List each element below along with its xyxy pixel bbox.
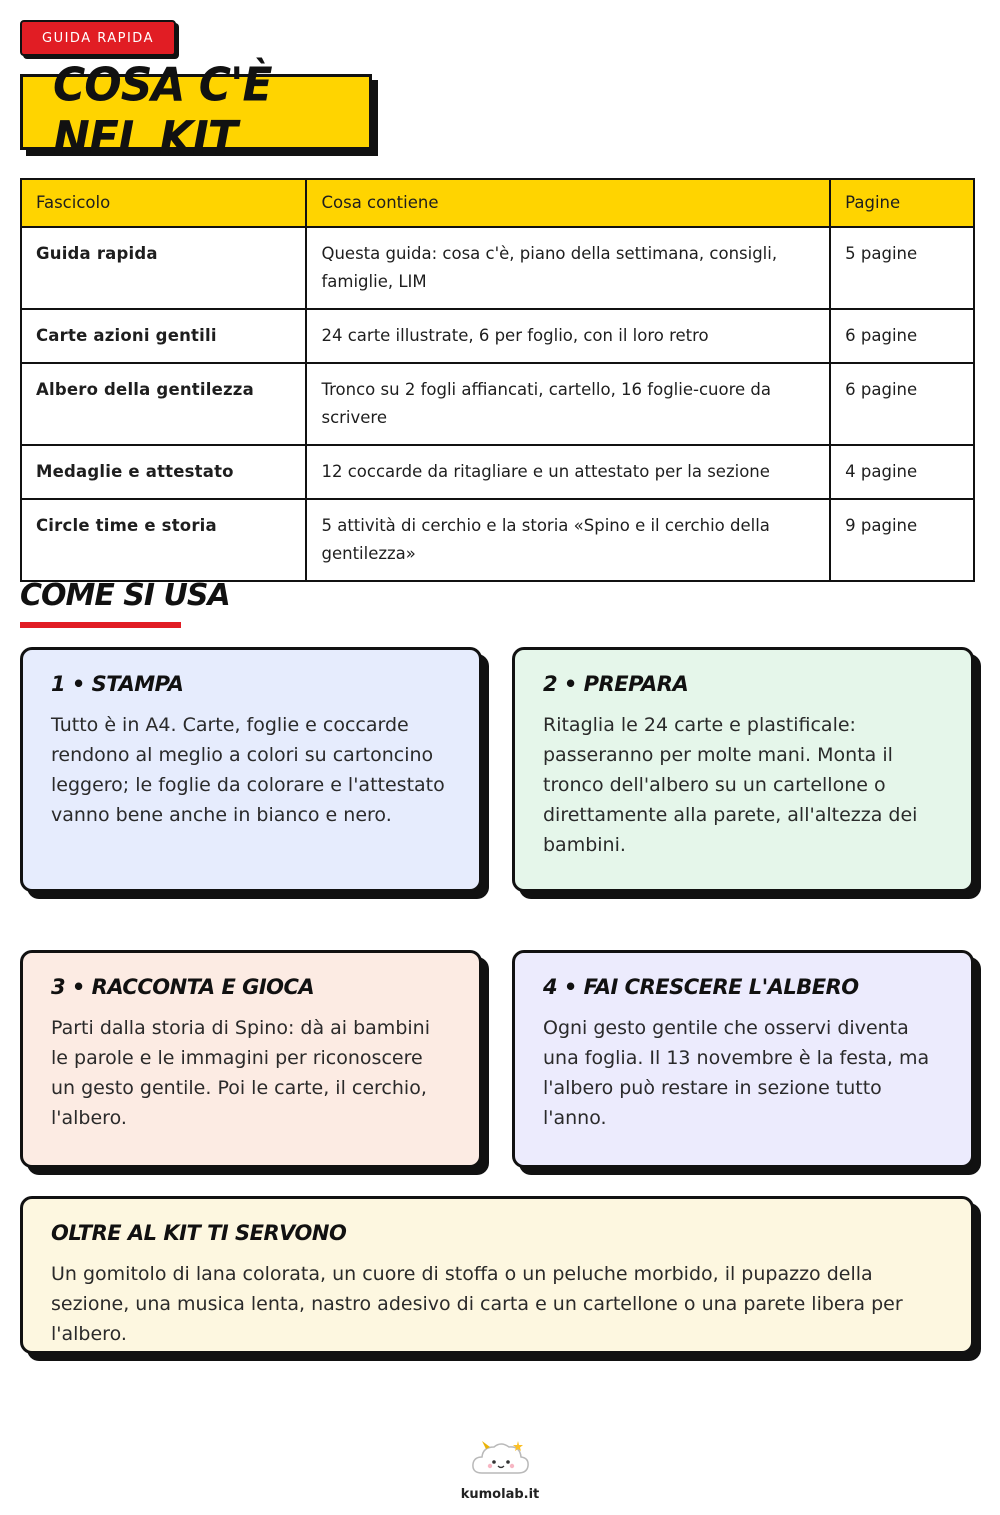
table-row — [21, 309, 974, 363]
card-title: OLTRE AL KIT TI SERVONO — [51, 1221, 347, 1245]
card-prepara — [512, 647, 974, 892]
site-name: kumolab.it — [460, 1487, 540, 1502]
row-content: 24 carte illustrate, 6 per foglio, con il loro retro — [306, 309, 830, 363]
row-name: Circle time e storia — [21, 499, 306, 581]
card-racconta — [20, 950, 482, 1168]
card-albero — [512, 950, 974, 1168]
row-content: Questa guida: cosa c'è, piano della settimana, consigli, famiglie, LIM — [306, 227, 830, 309]
cloud-mascot-icon — [468, 1435, 532, 1481]
row-content: 5 attività di cerchio e la storia «Spino e il cerchio della gentilezza» — [306, 499, 830, 581]
card-oltre-al-kit — [20, 1196, 974, 1354]
header-fascicolo: Fascicolo — [21, 179, 306, 227]
card-text: Ritaglia le 24 carte e plastificale: passeranno per molte mani. Monta il tronco dell'albero su un cartellone o direttamente alla parete, all'altezza dei bambini. — [543, 714, 918, 856]
kit-contents-table — [20, 178, 975, 582]
row-name: Medaglie e attestato — [21, 445, 306, 499]
table-row — [21, 499, 974, 581]
section-underline — [20, 622, 181, 628]
card-text: Tutto è in A4. Carte, foglie e coccarde rendono al meglio a colori su cartoncino leggero; le foglie da colorare e l'attestato vanno bene anche in bianco e nero. — [51, 714, 445, 826]
card-text: Parti dalla storia di Spino: dà ai bambini le parole e le immagini per riconoscere un gesto gentile. Poi le carte, il cerchio, l'albero. — [51, 1017, 430, 1129]
card-title: 1 • STAMPA — [51, 672, 184, 696]
header-pagine: Pagine — [830, 179, 974, 227]
card-title: 2 • PREPARA — [543, 672, 689, 696]
table-row — [21, 363, 974, 445]
table-row — [21, 445, 974, 499]
row-pages: 9 pagine — [830, 499, 974, 581]
row-name: Guida rapida — [21, 227, 306, 309]
card-title: 4 • FAI CRESCERE L'ALBERO — [543, 975, 859, 999]
row-pages: 6 pagine — [830, 363, 974, 445]
row-pages: 5 pagine — [830, 227, 974, 309]
card-title: 3 • RACCONTA E GIOCA — [51, 975, 315, 999]
section-title: COME SI USA — [20, 578, 230, 613]
row-name: Albero della gentilezza — [21, 363, 306, 445]
guide-tag: GUIDA RAPIDA — [20, 20, 176, 56]
table-header-row — [21, 179, 974, 227]
footer — [0, 1435, 1000, 1502]
header-contenuto: Cosa contiene — [306, 179, 830, 227]
row-pages: 4 pagine — [830, 445, 974, 499]
page-title: COSA C'È NEL KIT — [53, 58, 272, 166]
card-stampa — [20, 647, 482, 892]
table-row — [21, 227, 974, 309]
title-banner — [20, 58, 372, 166]
row-name: Carte azioni gentili — [21, 309, 306, 363]
card-text: Ogni gesto gentile che osservi diventa una foglia. Il 13 novembre è la festa, ma l'albero può restare in sezione tutto l'anno. — [543, 1017, 930, 1129]
row-pages: 6 pagine — [830, 309, 974, 363]
row-content: Tronco su 2 fogli affiancati, cartello, 16 foglie-cuore da scrivere — [306, 363, 830, 445]
card-text: Un gomitolo di lana colorata, un cuore di stoffa o un peluche morbido, il pupazzo della sezione, una musica lenta, nastro adesivo di carta e un cartellone o una parete libera per l'albero. — [51, 1263, 903, 1345]
row-content: 12 coccarde da ritagliare e un attestato per la sezione — [306, 445, 830, 499]
